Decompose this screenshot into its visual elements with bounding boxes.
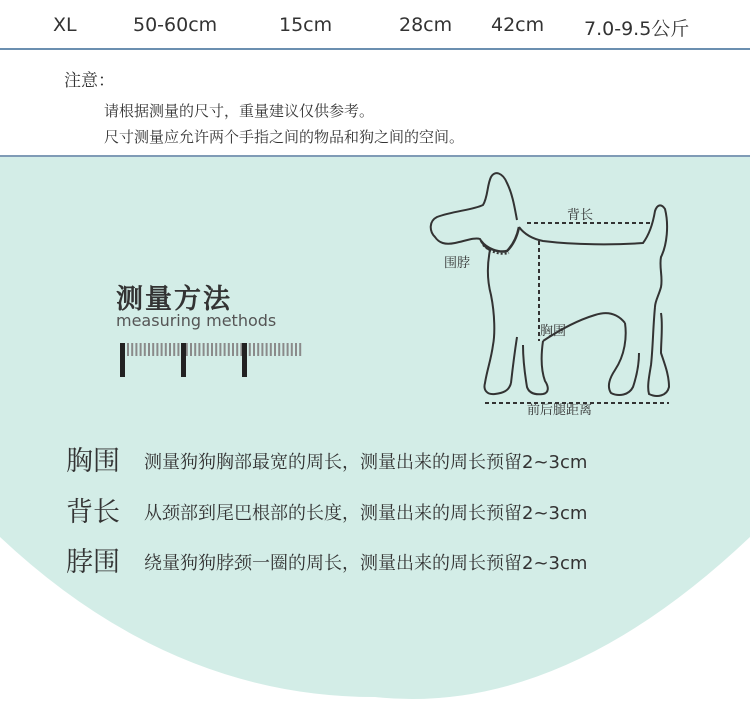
definition-text: 从颈部到尾巴根部的长度，测量出来的周长预留2~3cm	[144, 503, 588, 524]
method-subtitle: measuring methods	[116, 311, 277, 330]
note-line: 尺寸测量应允许两个手指之间的物品和狗之间的空间。	[104, 128, 465, 146]
measuring-panel	[0, 157, 750, 714]
size-cell: XL	[53, 14, 77, 36]
neck-cell: 50-60cm	[133, 14, 218, 36]
neck-label: 围脖	[444, 256, 471, 271]
weight-cell: 7.0-9.5公斤	[584, 18, 690, 40]
ruler-icon	[118, 340, 303, 377]
table-divider	[0, 48, 750, 50]
definition-chest	[66, 439, 706, 479]
back-cell: 15cm	[279, 14, 333, 36]
definition-term: 背长	[66, 497, 120, 528]
size-table-row	[0, 0, 750, 50]
method-title: 测量方法	[116, 284, 232, 315]
chest-label: 胸围	[540, 324, 567, 339]
definition-term: 胸围	[66, 446, 120, 477]
definition-text: 测量狗狗胸部最宽的周长，测量出来的周长预留2~3cm	[144, 452, 588, 473]
leg-distance-label: 前后腿距离	[527, 403, 593, 418]
dog-diagram	[425, 165, 685, 427]
definition-text: 绕量狗狗脖颈一圈的周长，测量出来的周长预留2~3cm	[144, 553, 588, 574]
length-cell: 42cm	[491, 14, 545, 36]
notes-title: 注意：	[64, 71, 115, 91]
chest-cell: 28cm	[399, 14, 453, 36]
definition-back	[66, 490, 706, 530]
definition-term: 脖围	[66, 547, 120, 578]
definition-neck	[66, 540, 706, 580]
back-length-label: 背长	[567, 208, 594, 223]
note-line: 请根据测量的尺寸，重量建议仅供参考。	[104, 102, 375, 120]
